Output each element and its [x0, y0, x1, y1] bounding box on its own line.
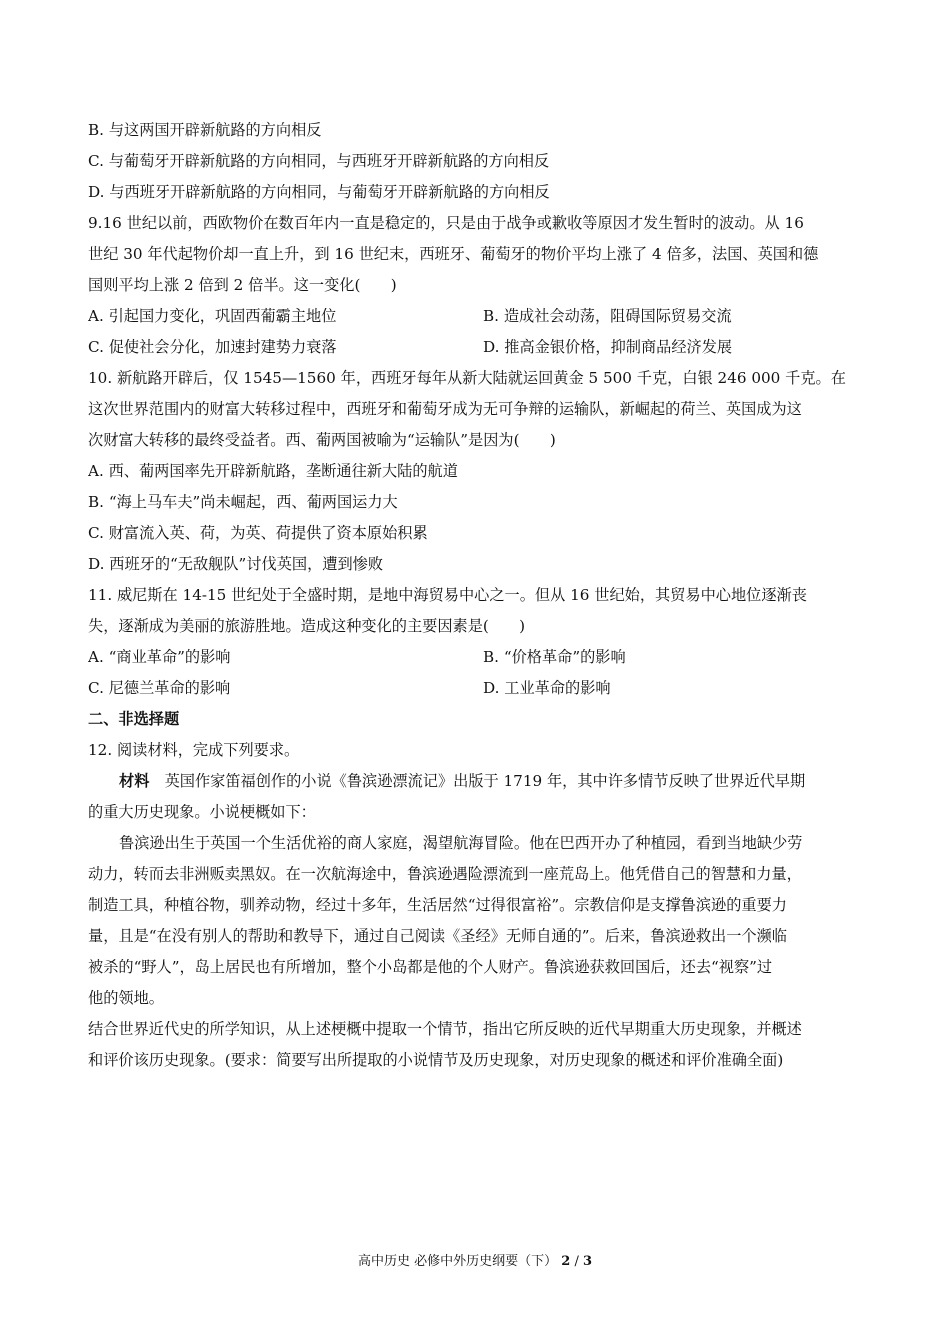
page-separator: / [574, 1254, 579, 1269]
q9-stem-line: 世纪 30 年代起物价却一直上升，到 16 世纪末，西班牙、葡萄牙的物价平均上涨了 4 倍多，法国、英国和德 [88, 245, 819, 263]
q9-options-row [88, 332, 878, 363]
q11-stem-line: 11. 威尼斯在 14-15 世纪处于全盛时期，是地中海贸易中心之一。但从 16 世纪始，其贸易中心地位逐渐丧 [88, 586, 807, 604]
q11-stem-line: 失，逐渐成为美丽的旅游胜地。造成这种变化的主要因素是( ) [88, 617, 526, 635]
q9-option-b: B. 造成社会动荡，阻碍国际贸易交流 [483, 307, 732, 325]
q10-option-c: C. 财富流入英、荷，为英、荷提供了资本原始积累 [88, 524, 428, 542]
material-line: 的重大历史现象。小说梗概如下： [88, 803, 316, 821]
material-label: 材料 [119, 772, 150, 790]
q10-stem-line: 这次世界范围内的财富大转移过程中，西班牙和葡萄牙成为无可争辩的运输队，新崛起的荷兰、英国成为这 [88, 400, 802, 418]
q11-option-a: A. “商业革命”的影响 [88, 648, 231, 666]
requirement-line: 和评价该历史现象。(要求：简要写出所提取的小说情节及历史现象，对历史现象的概述和评价准确全面) [88, 1051, 784, 1069]
q11-option-b: B. “价格革命”的影响 [483, 648, 626, 666]
q9-options-row [88, 301, 878, 332]
story-line: 他的领地。 [88, 989, 164, 1007]
q8-option-c: C. 与葡萄牙开辟新航路的方向相同，与西班牙开辟新航路的方向相反 [88, 152, 550, 170]
footer-title: 高中历史 必修中外历史纲要（下） [357, 1254, 558, 1269]
story-line: 量，且是“在没有别人的帮助和教导下，通过自己阅读《圣经》无师自通的”。后来，鲁滨逊救出一个濒临 [88, 927, 787, 945]
q11-options-row [88, 642, 878, 673]
q10-option-a: A. 西、葡两国率先开辟新航路，垄断通往新大陆的航道 [88, 462, 458, 480]
q10-stem-line: 次财富大转移的最终受益者。西、葡两国被喻为“运输队”是因为( ) [88, 431, 556, 449]
q8-option-b: B. 与这两国开辟新航路的方向相反 [88, 121, 322, 139]
page-current: 2 [561, 1254, 571, 1269]
story-line: 制造工具，种植谷物，驯养动物，经过十多年，生活居然“过得很富裕”。宗教信仰是支撑鲁滨逊的重要力 [88, 896, 787, 914]
page-total: 3 [582, 1254, 593, 1269]
q9-option-d: D. 推高金银价格，抑制商品经济发展 [483, 338, 733, 356]
section-heading: 二、非选择题 [88, 710, 180, 728]
story-line: 被杀的“野人”，岛上居民也有所增加，整个小岛都是他的个人财产。鲁滨逊获救回国后，还去“视察”过 [88, 958, 773, 976]
q9-option-a: A. 引起国力变化，巩固西葡霸主地位 [88, 307, 337, 325]
document-page [88, 115, 878, 1076]
q11-options-row [88, 673, 878, 704]
q9-stem-line: 国则平均上涨 2 倍到 2 倍半。这一变化( ) [88, 276, 397, 294]
q10-option-b: B. “海上马车夫”尚未崛起，西、葡两国运力大 [88, 493, 398, 511]
q9-stem-line: 9.16 世纪以前，西欧物价在数百年内一直是稳定的，只是由于战争或歉收等原因才发生暂时的波动。从 16 [88, 214, 804, 232]
q10-stem-line: 10. 新航路开辟后，仅 1545—1560 年，西班牙每年从新大陆就运回黄金 5 500 千克，白银 246 000 千克。在 [88, 369, 846, 387]
q9-option-c: C. 促使社会分化，加速封建势力衰落 [88, 338, 337, 356]
q12-intro: 12. 阅读材料，完成下列要求。 [88, 741, 300, 759]
material-text-spacer [149, 772, 164, 790]
material-line [88, 766, 878, 797]
q8-option-d: D. 与西班牙开辟新航路的方向相同，与葡萄牙开辟新航路的方向相反 [88, 183, 550, 201]
story-line: 鲁滨逊出生于英国一个生活优裕的商人家庭，渴望航海冒险。他在巴西开办了种植园，看到当地缺少劳 [119, 834, 803, 852]
q11-option-d: D. 工业革命的影响 [483, 679, 611, 697]
story-line: 动力，转而去非洲贩卖黑奴。在一次航海途中，鲁滨逊遇险漂流到一座荒岛上。他凭借自己的智慧和力量， [88, 865, 802, 883]
page-footer [0, 1252, 950, 1272]
q10-option-d: D. 西班牙的“无敌舰队”讨伐英国，遭到惨败 [88, 555, 384, 573]
requirement-line: 结合世界近代史的所学知识，从上述梗概中提取一个情节，指出它所反映的近代早期重大历史现象，并概述 [88, 1020, 802, 1038]
q11-option-c: C. 尼德兰革命的影响 [88, 679, 231, 697]
material-text: 英国作家笛福创作的小说《鲁滨逊漂流记》出版于 1719 年，其中许多情节反映了世界近代早期 [164, 772, 806, 790]
